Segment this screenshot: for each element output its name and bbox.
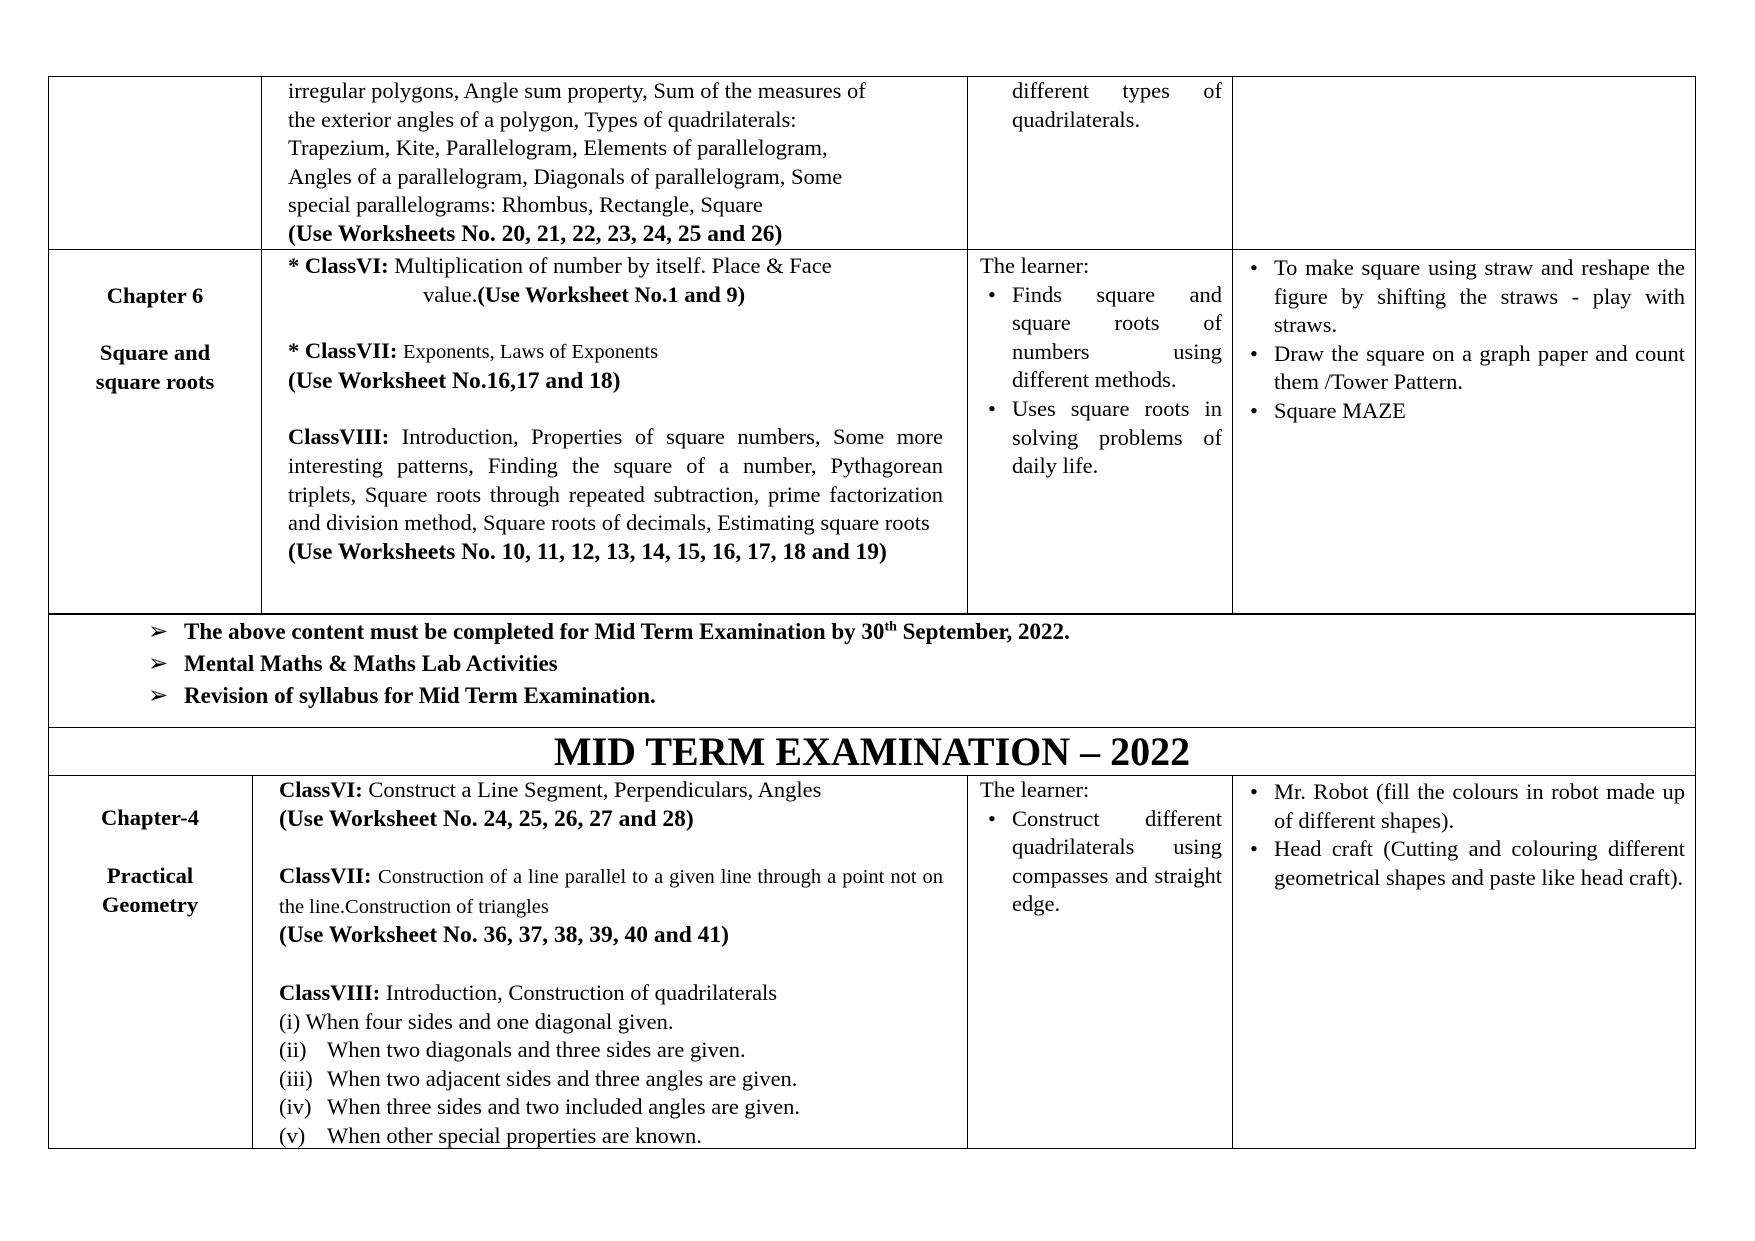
content-line: Trapezium, Kite, Parallelogram, Elements of parallelogram, (288, 135, 828, 161)
class6-text: Construct a Line Segment, Perpendiculars, Angles (368, 777, 822, 802)
chapter-6-label (50, 282, 260, 396)
chapter-6-outcomes (980, 252, 1222, 481)
note-text: The above content must be completed for Mid Term Examination by 30 (184, 619, 885, 644)
quadrilaterals-outcome (1012, 77, 1222, 134)
quadrilaterals-content (288, 77, 943, 249)
chapter-4-outcomes (980, 776, 1222, 919)
class8-text: Introduction, Construction of quadrilaterals (385, 979, 778, 1005)
outcome-list (980, 805, 1222, 919)
chapter-4-content (279, 776, 943, 1151)
note-item (148, 616, 1648, 648)
class7-worksheet: (Use Worksheet No.16,17 and 18) (288, 367, 621, 394)
class7-label: * ClassVII: (288, 338, 398, 364)
content-line: the exterior angles of a polygon, Types of quadrilaterals: (288, 106, 797, 132)
item-number: (i) (279, 1008, 301, 1034)
arrow-bullet-icon: ➢ (148, 619, 169, 645)
chapter-6-activities (1242, 254, 1685, 426)
content-line: irregular polygons, Angle sum property, Sum of the measures of (288, 78, 866, 103)
activity-item: • Square MAZE (1242, 397, 1685, 426)
arrow-bullet-icon: ➢ (148, 683, 169, 709)
class8-label: ClassVIII: (288, 424, 390, 450)
construction-item (279, 1036, 943, 1065)
chapter-name: Practical Geometry (101, 862, 199, 917)
class6-continuation (288, 281, 943, 310)
activity-item: • To make square using straw and reshape the figure by shifting the straws - play with straws. (1242, 254, 1685, 340)
activity-item: • Draw the square on a graph paper and count them /Tower Pattern. (1242, 340, 1685, 397)
arrow-bullet-icon: ➢ (148, 651, 169, 677)
exam-heading: MID TERM EXAMINATION – 2022 (553, 729, 1191, 774)
outcome-item: • Finds square and square roots of numbers using different methods. (980, 281, 1222, 395)
outcome-intro: The learner: (980, 777, 1090, 802)
class6-text2: value. (423, 281, 478, 307)
note-superscript: th (884, 619, 897, 635)
content-line: special parallelograms: Rhombus, Rectangle, Square (288, 192, 763, 218)
note-item (148, 680, 1648, 712)
row-divider (48, 249, 1696, 250)
class6-label: * ClassVI: (288, 253, 389, 278)
class7-worksheet: (Use Worksheet No. 36, 37, 38, 39, 40 and 41) (279, 922, 729, 949)
item-number: (v) (279, 1122, 306, 1148)
construction-item (279, 1093, 943, 1122)
content-line: Angles of a parallelogram, Diagonals of parallelogram, Some (288, 163, 843, 189)
notes-section (148, 616, 1648, 712)
class8-text: Introduction, Properties of square numbers, Some more interesting patterns, Finding the square of a number, Pythagorean triplets, Square roots through repeated subtraction, prime factorization and division method, Square roots of decimals, Estimating square roots (288, 424, 944, 536)
item-text: When three sides and two included angles are given. (327, 1094, 800, 1120)
class8-block (279, 979, 943, 1008)
class7-text: Exponents, Laws of Exponents (403, 341, 659, 364)
note-item (148, 648, 1648, 680)
note-text: Mental Maths & Maths Lab Activities (184, 651, 558, 676)
item-number: (ii) (279, 1037, 307, 1063)
construction-item (279, 1065, 943, 1094)
outcome-item: • Uses square roots in solving problems of daily life. (980, 395, 1222, 481)
class8-worksheet: (Use Worksheets No. 10, 11, 12, 13, 14, 15, 16, 17, 18 and 19) (288, 538, 887, 565)
column-divider (967, 76, 968, 614)
item-text: When four sides and one diagonal given. (305, 1008, 674, 1034)
item-text: When other special properties are known. (327, 1122, 702, 1148)
column-divider (967, 775, 968, 1149)
outcome-intro: The learner: (980, 253, 1090, 278)
column-divider (1232, 775, 1233, 1149)
activity-item: • Mr. Robot (fill the colours in robot made up of different shapes). (1242, 778, 1685, 835)
class6-worksheet: (Use Worksheet No. 24, 25, 26, 27 and 28) (279, 805, 694, 832)
class8-block (288, 423, 943, 537)
outcome-list (980, 281, 1222, 481)
item-text: When two adjacent sides and three angles are given. (327, 1065, 798, 1091)
column-divider (261, 76, 262, 614)
class7-label: ClassVII: (279, 863, 372, 889)
class6-label: ClassVI: (279, 777, 363, 802)
class6-block (279, 776, 943, 805)
chapter-number: Chapter 6 (106, 283, 204, 308)
activity-list (1242, 254, 1685, 426)
class8-label: ClassVIII: (279, 979, 381, 1005)
class7-block (279, 862, 943, 921)
class6-worksheet: (Use Worksheet No.1 and 9) (477, 281, 746, 307)
row-divider (48, 727, 1696, 728)
chapter-number: Chapter-4 (101, 805, 199, 830)
item-text: When two diagonals and three sides are given. (327, 1037, 746, 1063)
outcome-text: different types of quadrilaterals. (1012, 78, 1222, 132)
class6-block (288, 252, 943, 281)
notes-list (148, 616, 1648, 712)
item-number: (iv) (279, 1094, 312, 1120)
column-divider (1232, 76, 1233, 614)
construction-item (279, 1122, 943, 1151)
note-text-end: September, 2022. (896, 619, 1070, 644)
chapter-4-label (50, 804, 250, 919)
chapter-name: Square and square roots (95, 339, 215, 394)
class7-text: Construction of a line parallel to a given line through a point not on the line.Construction of triangles (279, 866, 944, 918)
activity-list (1242, 778, 1685, 892)
construction-item (279, 1008, 943, 1037)
outcome-item: • Construct different quadrilaterals using compasses and straight edge. (980, 805, 1222, 919)
item-number: (iii) (279, 1065, 313, 1091)
class7-block (288, 337, 943, 367)
chapter-6-content (288, 252, 943, 566)
worksheet-reference: (Use Worksheets No. 20, 21, 22, 23, 24, 25 and 26) (288, 220, 783, 247)
column-divider (252, 775, 253, 1149)
note-text: Revision of syllabus for Mid Term Examination. (184, 683, 656, 708)
class6-text: Multiplication of number by itself. Place & Face (394, 253, 832, 278)
activity-item: • Head craft (Cutting and colouring different geometrical shapes and paste like head craft). (1242, 835, 1685, 892)
chapter-4-activities (1242, 778, 1685, 892)
